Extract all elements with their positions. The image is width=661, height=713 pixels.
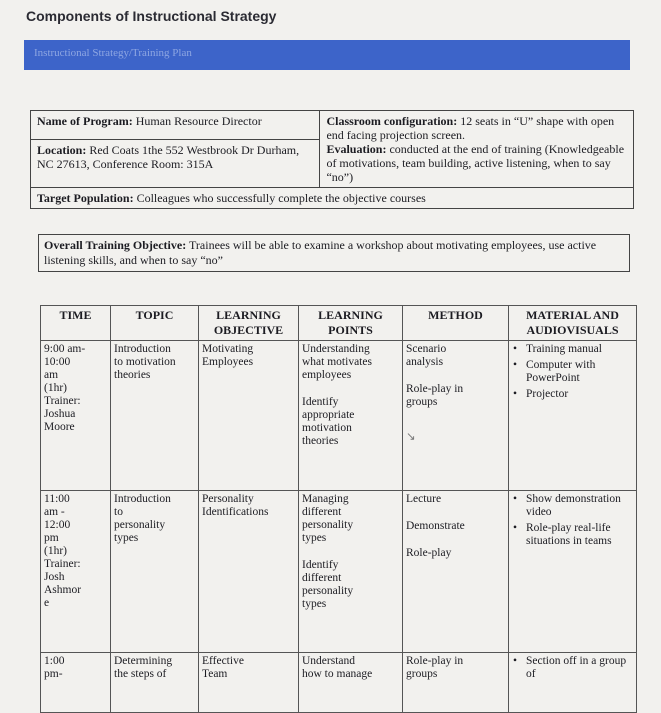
plan-row [41,491,637,653]
header-materials: MATERIAL AND AUDIOVISUALS [509,306,637,341]
cell-line: Joshua [44,408,76,420]
plan-cell-objective [199,491,299,653]
cell-line: what motivates [302,356,372,368]
cell-line: (1hr) [44,545,67,557]
program-value: Human Resource Director [135,114,262,128]
plan-cell-objective [199,653,299,713]
cell-line: types [302,598,327,610]
cell-line: types [302,532,327,544]
plan-cell-time [41,491,111,653]
cell-line: Identify [302,559,339,571]
cell-line: Role-play [406,547,452,559]
cell-line: Introduction [114,343,171,355]
cell-line: Demonstrate [406,520,465,532]
plan-cell-objective [199,341,299,491]
cell-line: personality [302,585,354,597]
program-name-cell [31,111,320,140]
cell-line: Lecture [406,493,442,505]
plan-cell-topic [111,491,199,653]
cell-line: 11:00 [44,493,70,505]
cell-line: Trainer: [44,558,81,570]
material-item: • Training manual [526,343,633,356]
cell-line: Understanding [302,343,370,355]
classroom-label: Classroom configuration: [326,114,458,128]
location-label: Location: [37,142,87,157]
header-objective: LEARNING OBJECTIVE [199,306,299,341]
cell-line: Effective [202,655,244,667]
cell-line: 9:00 am- [44,343,86,355]
cell-line: Identify [302,396,339,408]
material-item: • Show demonstration video [526,493,633,519]
page-heading: Components of Instructional Strategy [26,8,277,24]
cell-line: Moore [44,421,75,433]
material-item: • Role-play real-life situations in teams [526,522,633,548]
location-cell [31,139,320,187]
section-banner [24,40,630,70]
evaluation-value: conducted at the end of training (Knowledgeable of motivations, team building, active listening, when to say “no”) [326,142,625,184]
cell-line: to [114,506,123,518]
cell-line: Motivating [202,343,254,355]
cell-line: Employees [202,356,254,368]
header-time: TIME [41,306,111,341]
target-value: Colleagues who successfully complete the objective courses [136,191,426,205]
cell-line: pm- [44,668,63,680]
classroom-value: 12 seats in “U” shape with open end facing projection screen. [326,114,615,142]
plan-cell-points [299,491,403,653]
plan-cell-method [403,491,509,653]
plan-row [41,341,637,491]
program-info-table [30,110,634,209]
training-objective-box [38,234,630,272]
cell-line: Understand [302,655,356,667]
cell-line: am - [44,506,65,518]
plan-cell-method [403,653,509,713]
classroom-eval-cell [320,111,634,188]
header-topic: TOPIC [111,306,199,341]
cell-line: appropriate [302,409,355,421]
cell-line: how to manage [302,668,373,680]
plan-cell-time [41,341,111,491]
cell-line: Scenario [406,343,447,355]
cell-line: Role-play in [406,655,464,667]
cell-line: theories [302,435,339,447]
cell-line: Determining [114,655,173,667]
cell-line: Identifications [202,506,269,518]
arrow-mark-icon: ↘ [406,431,416,443]
material-item: • Section off in a group of [526,655,633,681]
cell-line: e [44,597,50,609]
plan-row [41,653,637,713]
plan-cell-materials [509,341,637,491]
cell-line: motivation [302,422,352,434]
training-plan-table [40,305,637,713]
cell-line: different [302,506,342,518]
plan-cell-topic [111,653,199,713]
plan-header-row [41,306,637,341]
plan-cell-materials [509,653,637,713]
cell-line: different [302,572,342,584]
program-label: Name of Program: [37,114,133,128]
cell-line: employees [302,369,352,381]
cell-line: am [44,369,59,381]
cell-line: Team [202,668,228,680]
cell-line: Josh [44,571,65,583]
plan-cell-time [41,653,111,713]
plan-cell-points [299,653,403,713]
plan-cell-materials [509,491,637,653]
material-item: • Computer with PowerPoint [526,359,633,385]
header-points: LEARNING POINTS [299,306,403,341]
banner-title: Instructional Strategy/Training Plan [34,47,192,59]
cell-line: personality [114,519,166,531]
target-label: Target Population: [37,191,134,205]
cell-line: groups [406,668,438,680]
cell-line: Role-play in [406,383,464,395]
plan-cell-topic [111,341,199,491]
location-value: Red Coats 1the 552 Westbrook Dr Durham, NC 27613, Conference Room: 315A [37,142,300,171]
cell-line: Managing [302,493,349,505]
plan-cell-method [403,341,509,491]
cell-line: to motivation [114,356,176,368]
cell-line: 12:00 [44,519,71,531]
cell-line: 1:00 [44,655,65,667]
cell-line: Ashmor [44,584,82,596]
cell-line: Trainer: [44,395,81,407]
cell-line: theories [114,369,151,381]
cell-line: Introduction [114,493,171,505]
cell-line: 10:00 [44,356,71,368]
objective-value: Trainees will be able to examine a workshop about motivating employees, use active listening skills, and when to say “no” [44,238,597,267]
material-item: • Projector [526,388,633,401]
evaluation-label: Evaluation: [326,142,387,156]
cell-line: Personality [202,493,254,505]
cell-line: personality [302,519,354,531]
cell-line: analysis [406,356,444,368]
target-population-cell [31,188,634,209]
plan-cell-points [299,341,403,491]
cell-line: types [114,532,139,544]
cell-line: pm [44,532,59,544]
cell-line: (1hr) [44,382,67,394]
cell-line: groups [406,396,438,408]
header-method: METHOD [403,306,509,341]
objective-label: Overall Training Objective: [44,238,187,252]
cell-line: the steps of [114,668,167,680]
